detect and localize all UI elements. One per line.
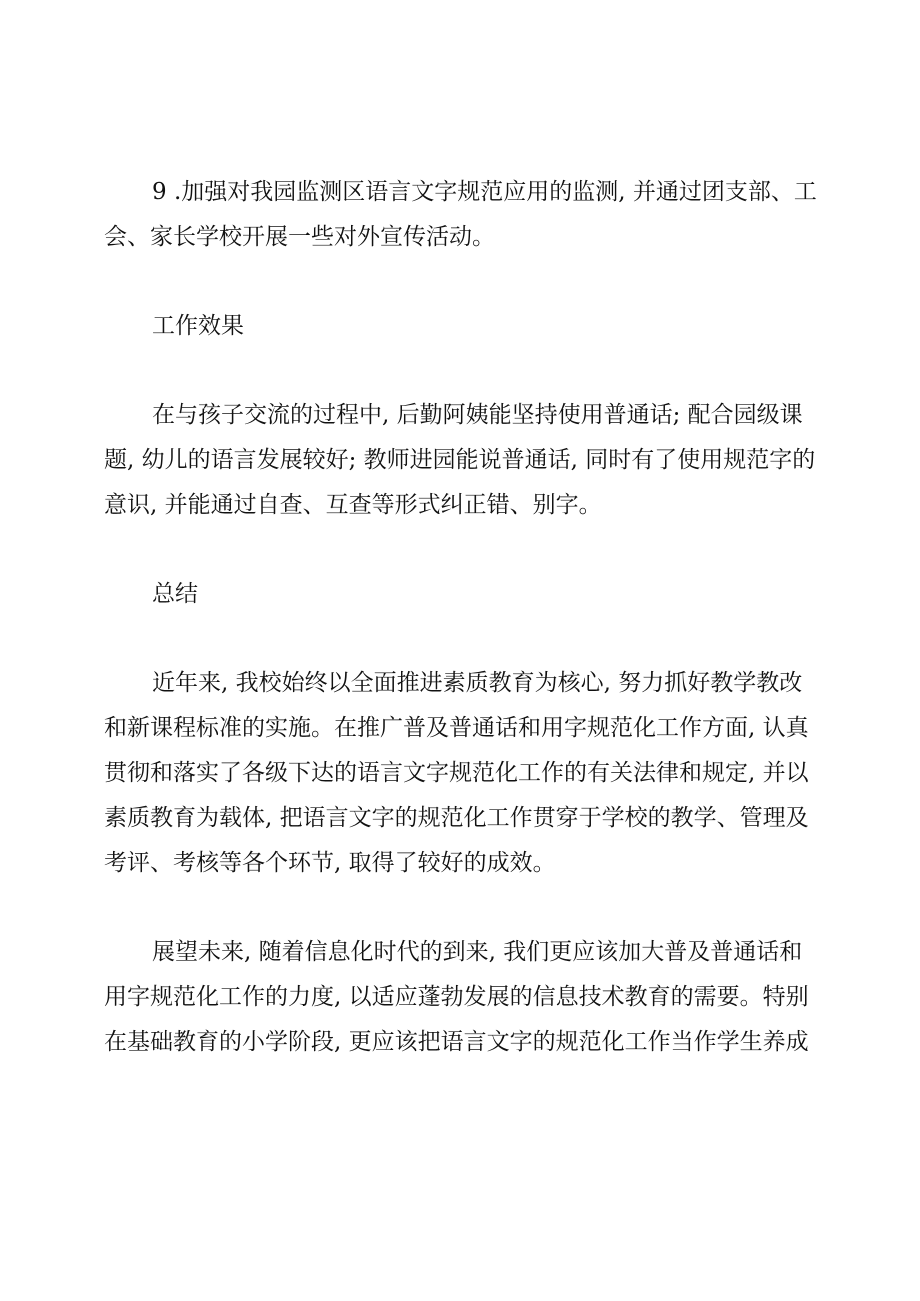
- paragraph-line: 在基础教育的小学阶段, 更应该把语言文字的规范化工作当作学生养成: [104, 1029, 809, 1055]
- paragraph-monitoring: [104, 170, 820, 260]
- paragraph-line: 在与孩子交流的过程中, 后勤阿姨能坚持使用普通话; 配合园级课: [152, 402, 803, 428]
- paragraph-work-effect: [104, 393, 820, 528]
- document-body: [104, 170, 820, 1065]
- paragraph-line: 近年来, 我校始终以全面推进素质教育为核心, 努力抓好教学教改: [152, 670, 803, 696]
- paragraph-line: 题, 幼儿的语言发展较好; 教师进园能说普通话, 同时有了使用规范字的: [104, 447, 816, 473]
- paragraph-line: 考评、考核等各个环节, 取得了较好的成效。: [104, 850, 556, 876]
- paragraph-line: 会、家长学校开展一些对外宣传活动。: [104, 224, 495, 250]
- paragraph-line: 意识, 并能通过自查、互查等形式纠正错、别字。: [104, 492, 602, 518]
- paragraph-summary: [104, 661, 820, 886]
- paragraph-line: 9 .加强对我园监测区语言文字规范应用的监测, 并通过团支部、工: [152, 179, 817, 205]
- paragraph-line: 和新课程标准的实施。在推广普及普通话和用字规范化工作方面, 认真: [104, 715, 809, 741]
- heading-summary: 总结: [152, 581, 198, 607]
- paragraph-line: 展望未来, 随着信息化时代的到来, 我们更应该加大普及普通话和: [152, 939, 803, 965]
- paragraph-line: 贯彻和落实了各级下达的语言文字规范化工作的有关法律和规定, 并以: [104, 760, 809, 786]
- paragraph-line: 素质教育为载体, 把语言文字的规范化工作贯穿于学校的教学、管理及: [104, 805, 809, 831]
- paragraph-outlook: [104, 930, 820, 1065]
- paragraph-line: 用字规范化工作的力度, 以适应蓬勃发展的信息技术教育的需要。特别: [104, 984, 809, 1010]
- heading-work-effect: 工作效果: [152, 313, 244, 339]
